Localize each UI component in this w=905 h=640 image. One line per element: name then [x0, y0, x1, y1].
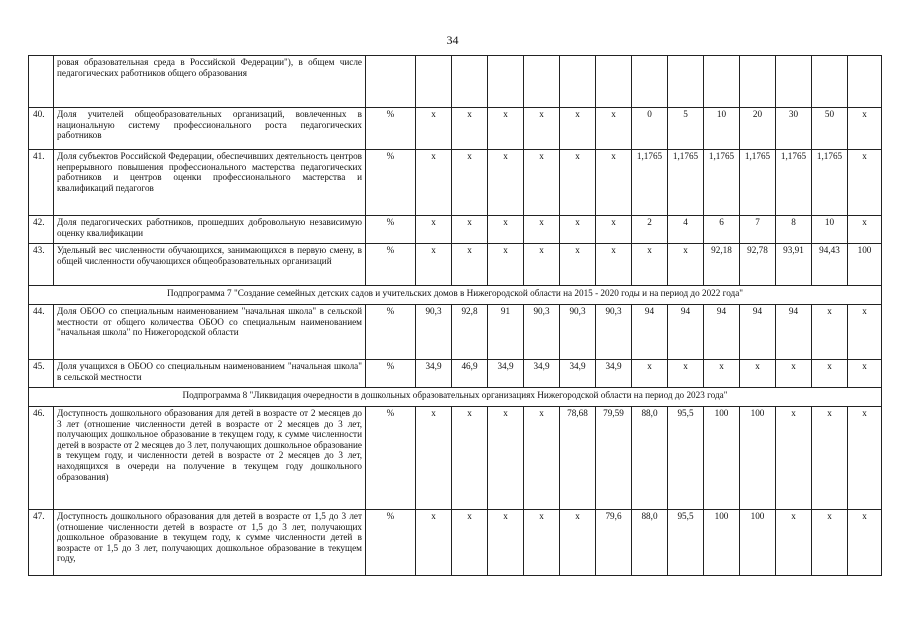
value-cell: х — [560, 108, 596, 150]
value-cell: 100 — [740, 407, 776, 510]
value-cell — [812, 56, 848, 108]
value-cell: х — [560, 150, 596, 216]
value-cell: х — [812, 510, 848, 576]
value-cell: х — [524, 108, 560, 150]
value-cell: 34,9 — [560, 360, 596, 388]
value-cell: 1,1765 — [776, 150, 812, 216]
row-continuation — [29, 56, 882, 108]
value-cell: х — [560, 244, 596, 286]
value-cell — [560, 56, 596, 108]
row-number: 40. — [29, 108, 54, 150]
value-cell: 34,9 — [488, 360, 524, 388]
row-number: 47. — [29, 510, 54, 576]
page-number: 34 — [446, 33, 459, 47]
value-cell: 2 — [632, 216, 668, 244]
value-cell: х — [848, 305, 882, 360]
value-cell — [776, 56, 812, 108]
value-cell: х — [812, 305, 848, 360]
value-cell: 1,1765 — [740, 150, 776, 216]
value-cell: х — [848, 510, 882, 576]
value-cell: 95,5 — [668, 407, 704, 510]
indicator-name: Доля ОБОО со специальным наименованием "начальная школа" в сельской местности от общего количества ОБОО со специальным наименованием "начальная школа" по Нижегородской области — [54, 305, 366, 360]
value-cell: 50 — [812, 108, 848, 150]
value-cell: 88,0 — [632, 407, 668, 510]
unit-cell: % — [366, 150, 416, 216]
value-cell — [848, 56, 882, 108]
value-cell: х — [848, 108, 882, 150]
row-42 — [29, 216, 882, 244]
row-43 — [29, 244, 882, 286]
value-cell: 94 — [668, 305, 704, 360]
value-cell: х — [632, 360, 668, 388]
unit-cell: % — [366, 244, 416, 286]
value-cell: 92,18 — [704, 244, 740, 286]
value-cell: 95,5 — [668, 510, 704, 576]
value-cell: х — [848, 216, 882, 244]
value-cell: 90,3 — [560, 305, 596, 360]
row-number: 46. — [29, 407, 54, 510]
value-cell: х — [488, 407, 524, 510]
value-cell: 90,3 — [596, 305, 632, 360]
row-number — [29, 56, 54, 108]
value-cell: 1,1765 — [812, 150, 848, 216]
value-cell — [668, 56, 704, 108]
indicator-name: Доступность дошкольного образования для детей в возрасте от 2 месяцев до 3 лет (отношение численности детей в возрасте от 2 месяцев до 3 лет, получающих дошкольное образование в текущем году, к сумме численности детей в возрасте от 2 месяцев до 3 лет, получающих дошкольное образование в текущем году, и численности детей в возрасте от 2 месяцев до 3 лет, находящихся в очереди на получение в текущем году дошкольного образования) — [54, 407, 366, 510]
value-cell: 92,8 — [452, 305, 488, 360]
value-cell: х — [524, 244, 560, 286]
value-cell: х — [452, 407, 488, 510]
value-cell: х — [452, 244, 488, 286]
value-cell: х — [524, 407, 560, 510]
indicator-name: Доля учащихся в ОБОО со специальным наименованием "начальная школа" в сельской местности — [54, 360, 366, 388]
value-cell: х — [596, 216, 632, 244]
value-cell: х — [488, 216, 524, 244]
value-cell: х — [416, 244, 452, 286]
unit-cell: % — [366, 216, 416, 244]
value-cell: х — [416, 108, 452, 150]
value-cell: х — [776, 407, 812, 510]
indicator-name: ровая образовательная среда в Российской Федерации"), в общем числе педагогических работников общего образования — [54, 56, 366, 108]
value-cell: 79,6 — [596, 510, 632, 576]
value-cell: 46,9 — [452, 360, 488, 388]
value-cell: х — [848, 150, 882, 216]
indicator-name: Доля педагогических работников, прошедших добровольную независимую оценку квалификации — [54, 216, 366, 244]
value-cell: 34,9 — [416, 360, 452, 388]
indicators-table — [28, 55, 882, 576]
value-cell: 0 — [632, 108, 668, 150]
value-cell: х — [596, 244, 632, 286]
value-cell: 10 — [812, 216, 848, 244]
indicator-name: Доля субъектов Российской Федерации, обеспечивших деятельность центров непрерывного повышения профессионального мастерства педагогических работников и центров оценки профессионального мастерства и квалификаций педагогов — [54, 150, 366, 216]
value-cell: х — [560, 510, 596, 576]
subprogram-title: Подпрограмма 7 "Создание семейных детских садов и учительских домов в Нижегородской области на 2015 - 2020 годы и на период до 2022 года" — [29, 286, 882, 305]
subprogram-title: Подпрограмма 8 "Ликвидация очередности в дошкольных образовательных организациях Нижегородской области на период до 2023 года" — [29, 388, 882, 407]
value-cell — [632, 56, 668, 108]
value-cell: х — [452, 510, 488, 576]
value-cell: х — [596, 150, 632, 216]
value-cell: 34,9 — [524, 360, 560, 388]
value-cell — [740, 56, 776, 108]
value-cell: 94 — [632, 305, 668, 360]
value-cell — [596, 56, 632, 108]
value-cell: х — [668, 360, 704, 388]
value-cell: 90,3 — [416, 305, 452, 360]
row-46 — [29, 407, 882, 510]
value-cell: 34,9 — [596, 360, 632, 388]
value-cell: 100 — [704, 510, 740, 576]
value-cell: 1,1765 — [704, 150, 740, 216]
value-cell: 1,1765 — [668, 150, 704, 216]
value-cell: х — [524, 510, 560, 576]
value-cell: х — [848, 360, 882, 388]
value-cell: х — [560, 216, 596, 244]
value-cell: х — [488, 150, 524, 216]
value-cell: 79,59 — [596, 407, 632, 510]
value-cell: 6 — [704, 216, 740, 244]
value-cell: х — [452, 150, 488, 216]
row-47 — [29, 510, 882, 576]
value-cell: х — [488, 108, 524, 150]
value-cell: х — [416, 407, 452, 510]
value-cell: х — [776, 510, 812, 576]
row-41 — [29, 150, 882, 216]
value-cell — [452, 56, 488, 108]
value-cell: 100 — [848, 244, 882, 286]
value-cell: 94,43 — [812, 244, 848, 286]
unit-cell: % — [366, 108, 416, 150]
value-cell: х — [848, 407, 882, 510]
value-cell: 78,68 — [560, 407, 596, 510]
subprogram-7 — [29, 286, 882, 305]
value-cell: х — [452, 108, 488, 150]
unit-cell — [366, 56, 416, 108]
value-cell: х — [416, 216, 452, 244]
value-cell: 30 — [776, 108, 812, 150]
value-cell: 94 — [704, 305, 740, 360]
value-cell: х — [452, 216, 488, 244]
value-cell: х — [740, 360, 776, 388]
value-cell: х — [632, 244, 668, 286]
table-body — [29, 56, 882, 576]
indicator-name: Удельный вес численности обучающихся, занимающихся в первую смену, в общей численности обучающихся общеобразовательных организаций — [54, 244, 366, 286]
indicator-name: Доля учителей общеобразовательных организаций, вовлеченных в национальную систему профессионального роста педагогических работников — [54, 108, 366, 150]
value-cell — [416, 56, 452, 108]
value-cell: х — [488, 244, 524, 286]
value-cell: 10 — [704, 108, 740, 150]
value-cell: 100 — [740, 510, 776, 576]
row-45 — [29, 360, 882, 388]
value-cell: х — [416, 150, 452, 216]
row-number: 45. — [29, 360, 54, 388]
row-number: 44. — [29, 305, 54, 360]
value-cell: 92,78 — [740, 244, 776, 286]
value-cell: х — [776, 360, 812, 388]
value-cell: 100 — [704, 407, 740, 510]
indicator-name: Доступность дошкольного образования для детей в возрасте от 1,5 до 3 лет (отношение численности детей в возрасте от 1,5 до 3 лет, получающих дошкольное образование в текущем году, к сумме численности детей в возрасте от 1,5 до 3 лет, получающих дошкольное образование в текущем году, — [54, 510, 366, 576]
value-cell — [704, 56, 740, 108]
value-cell: 93,91 — [776, 244, 812, 286]
value-cell — [488, 56, 524, 108]
row-number: 43. — [29, 244, 54, 286]
unit-cell: % — [366, 510, 416, 576]
value-cell: 90,3 — [524, 305, 560, 360]
value-cell: 88,0 — [632, 510, 668, 576]
value-cell: 5 — [668, 108, 704, 150]
value-cell: 94 — [776, 305, 812, 360]
value-cell: х — [524, 216, 560, 244]
unit-cell: % — [366, 360, 416, 388]
value-cell: х — [596, 108, 632, 150]
value-cell: х — [524, 150, 560, 216]
value-cell: 1,1765 — [632, 150, 668, 216]
value-cell: х — [812, 407, 848, 510]
value-cell — [524, 56, 560, 108]
value-cell: 20 — [740, 108, 776, 150]
unit-cell: % — [366, 305, 416, 360]
value-cell: х — [668, 244, 704, 286]
value-cell: х — [704, 360, 740, 388]
value-cell: 91 — [488, 305, 524, 360]
row-44 — [29, 305, 882, 360]
value-cell: 4 — [668, 216, 704, 244]
value-cell: 8 — [776, 216, 812, 244]
row-40 — [29, 108, 882, 150]
value-cell: 7 — [740, 216, 776, 244]
value-cell: х — [812, 360, 848, 388]
value-cell: х — [488, 510, 524, 576]
row-number: 42. — [29, 216, 54, 244]
subprogram-8 — [29, 388, 882, 407]
unit-cell: % — [366, 407, 416, 510]
row-number: 41. — [29, 150, 54, 216]
value-cell: 94 — [740, 305, 776, 360]
value-cell: х — [416, 510, 452, 576]
